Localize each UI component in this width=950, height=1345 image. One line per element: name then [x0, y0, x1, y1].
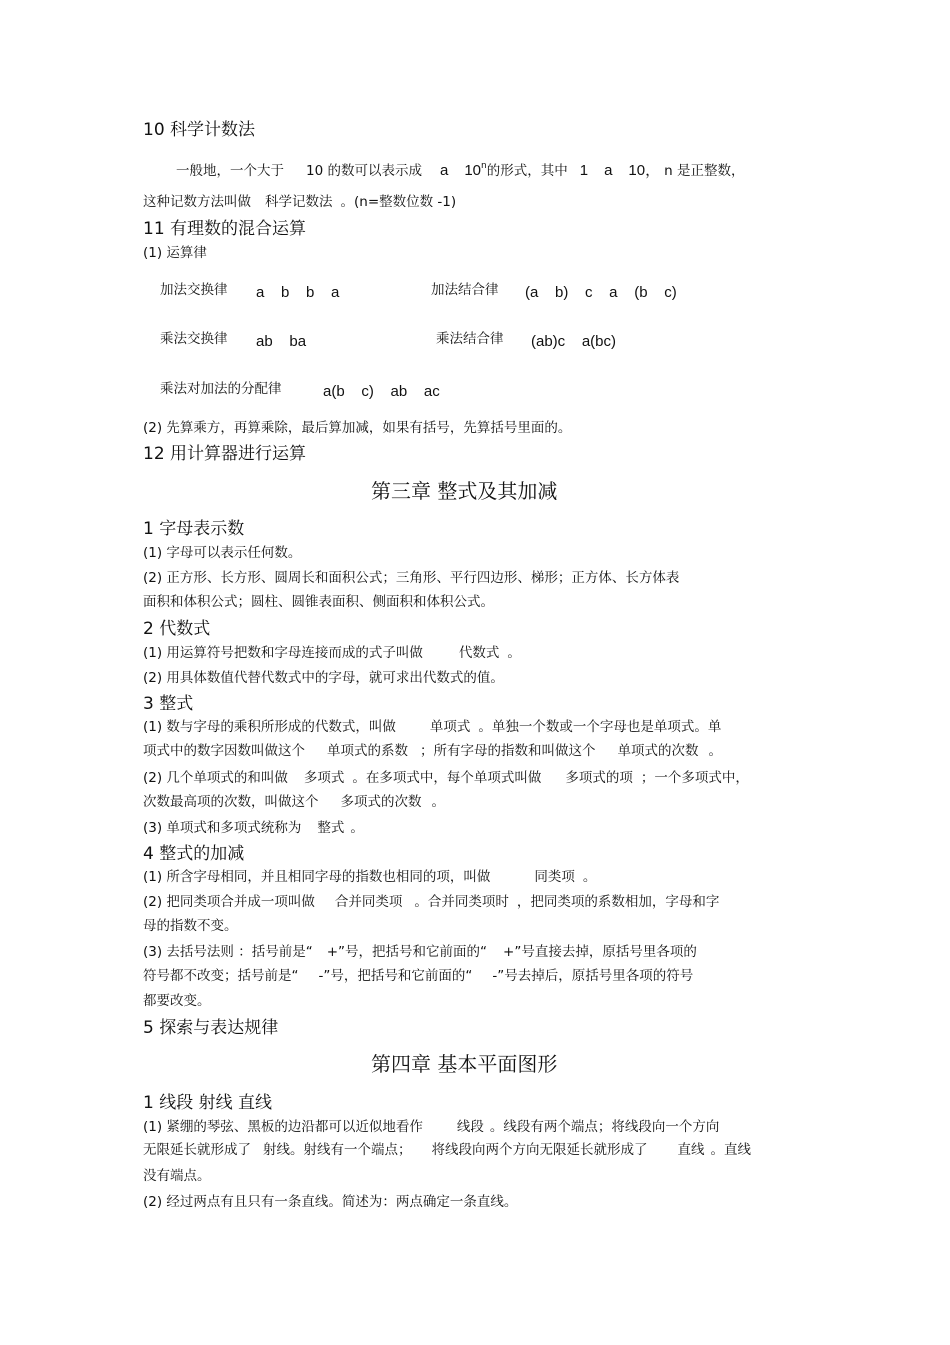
- text: +”号，把括号和它前面的“: [326, 944, 488, 960]
- text: (1) 所含字母相同，并且相同字母的指数也相同的项，叫做: [143, 869, 491, 885]
- paragraph: (1) 运算律: [143, 245, 207, 261]
- text: 。: [431, 794, 445, 810]
- text: ，把同类项的系数相加，字母和字: [516, 894, 720, 910]
- term: 同类项: [534, 869, 575, 885]
- law-formula: (a b) c a (b c): [525, 284, 677, 301]
- text: 无限延长就形成了: [143, 1142, 251, 1158]
- law-formula: ab ba: [256, 333, 307, 350]
- paragraph: [143, 647, 521, 661]
- term: 线段: [456, 1119, 484, 1135]
- paragraph: (2) 先算乘方，再算乘除，最后算加减，如果有括号，先算括号里面的。: [143, 420, 572, 436]
- text: 。: [708, 743, 722, 759]
- term: 科学记数法: [265, 194, 333, 210]
- law-label: 加法结合律: [431, 282, 499, 298]
- text: 的形式，其中: [486, 163, 568, 179]
- term: 多项式: [303, 770, 345, 786]
- term: 代数式: [458, 645, 500, 661]
- text: (1) 数与字母的乘积所形成的代数式，叫做: [143, 719, 396, 735]
- text: +”号直接去掉，原括号里各项的: [503, 944, 697, 960]
- chapter-3-title: 第三章 整式及其加减: [371, 479, 558, 503]
- section-11-title: 11 有理数的混合运算: [143, 219, 307, 239]
- paragraph: 母的指数不变。: [143, 918, 238, 934]
- section-10-title: 10 科学计数法: [143, 120, 256, 140]
- text: 。在多项式中，每个单项式叫做: [352, 770, 542, 786]
- formula: 1: [579, 162, 589, 179]
- text: 。: [350, 820, 364, 836]
- text: -”号，把括号和它前面的“: [318, 968, 473, 984]
- term: 单项式的系数: [327, 743, 408, 759]
- text: 次数最高项的次数，叫做这个: [143, 794, 319, 810]
- text: 。: [507, 645, 521, 661]
- section-12-title: 12 用计算器进行运算: [143, 444, 307, 464]
- term: 整式: [317, 820, 345, 836]
- paragraph: (2) 正方形、长方形、圆周长和面积公式；三角形、平行四边形、梯形；正方体、长方体表: [143, 570, 680, 586]
- term: 合并同类项: [334, 894, 403, 910]
- term: 单项式: [429, 719, 471, 735]
- paragraph: 都要改变。: [143, 993, 211, 1009]
- section-title: 1 字母表示数: [143, 519, 245, 539]
- paragraph: [143, 1144, 751, 1158]
- paragraph: [143, 721, 721, 735]
- text: (2) 把同类项合并成一项叫做: [143, 894, 315, 910]
- paragraph: [143, 970, 693, 984]
- text: 。单独一个数或一个字母也是单项式。单: [478, 719, 722, 735]
- text: (1) 紧绷的琴弦、黑板的边沿都可以近似地看作: [143, 1119, 423, 1135]
- paragraph: [143, 946, 697, 960]
- law-formula: (ab)c a(bc): [531, 333, 617, 350]
- formula: a: [439, 162, 449, 179]
- paragraph: 面积和体积公式；圆柱、圆锥表面积、侧面积和体积公式。: [143, 594, 494, 610]
- law-formula: a b b a: [256, 284, 340, 301]
- paragraph: (2) 经过两点有且只有一条直线。简述为：两点确定一条直线。: [143, 1194, 518, 1210]
- chapter-4-title: 第四章 基本平面图形: [371, 1052, 558, 1076]
- term: 单项式的次数: [617, 743, 699, 759]
- text: 符号都不改变；括号前是“: [143, 968, 299, 984]
- sci-notation-line-2: [143, 196, 456, 210]
- section-title: 1 线段 射线 直线: [143, 1093, 273, 1113]
- exponent: n: [481, 161, 487, 171]
- text: 。(n=整数位数 -1): [340, 194, 457, 210]
- formula: a: [604, 162, 613, 179]
- section-title: 3 整式: [143, 694, 194, 714]
- law-label: 乘法对加法的分配律: [160, 381, 282, 397]
- paragraph: [143, 796, 445, 810]
- law-label: 乘法交换律: [160, 331, 228, 347]
- law-label: 加法交换律: [160, 282, 228, 298]
- paragraph: [143, 822, 364, 836]
- paragraph: [143, 772, 749, 786]
- text: 一般地，一个大于: [176, 163, 284, 179]
- formula: 10: [464, 162, 482, 179]
- term: 多项式的项: [565, 770, 633, 786]
- text: 这种记数方法叫做: [143, 194, 251, 210]
- law-label: 乘法结合律: [436, 331, 504, 347]
- paragraph: [143, 896, 719, 910]
- text: 将线段向两个方向无限延长就形成了: [431, 1142, 648, 1158]
- text: n 是正整数，: [664, 163, 745, 179]
- text: (3) 去括号法则 ：括号前是“: [143, 944, 313, 960]
- text: -”号去掉后，原括号里各项的符号: [492, 968, 694, 984]
- text: 10 的数可以表示成: [306, 163, 422, 179]
- section-title: 4 整式的加减: [143, 844, 245, 864]
- formula: 10，: [628, 162, 661, 179]
- text: 。射线有一个端点；: [290, 1142, 412, 1158]
- term: 多项式的次数: [340, 794, 422, 810]
- text: (2) 几个单项式的和叫做: [143, 770, 288, 786]
- term: 射线: [263, 1142, 290, 1158]
- text: 项式中的数字因数叫做这个: [143, 743, 305, 759]
- text: 。线段有两个端点；将线段向一个方向: [489, 1119, 720, 1135]
- text: (1) 用运算符号把数和字母连接而成的式子叫做: [143, 645, 423, 661]
- text: 。合并同类项时: [414, 894, 509, 910]
- paragraph: [143, 1121, 719, 1135]
- text: ；所有字母的指数和叫做这个: [420, 743, 596, 759]
- section-title: 2 代数式: [143, 619, 211, 639]
- term: 直线: [677, 1142, 705, 1158]
- text: 。: [582, 869, 597, 885]
- law-formula: a(b c) ab ac: [323, 383, 440, 400]
- paragraph: [143, 745, 722, 759]
- text: 。直线: [710, 1142, 751, 1158]
- sci-notation-line-1: [176, 162, 744, 179]
- paragraph: (2) 用具体数值代替代数式中的字母，就可求出代数式的值。: [143, 670, 504, 686]
- text: (3) 单项式和多项式统称为: [143, 820, 302, 836]
- text: ；一个多项式中，: [640, 770, 749, 786]
- paragraph: (1) 字母可以表示任何数。: [143, 545, 302, 561]
- section-title: 5 探索与表达规律: [143, 1018, 279, 1038]
- paragraph: 没有端点。: [143, 1168, 211, 1184]
- paragraph: [143, 871, 596, 885]
